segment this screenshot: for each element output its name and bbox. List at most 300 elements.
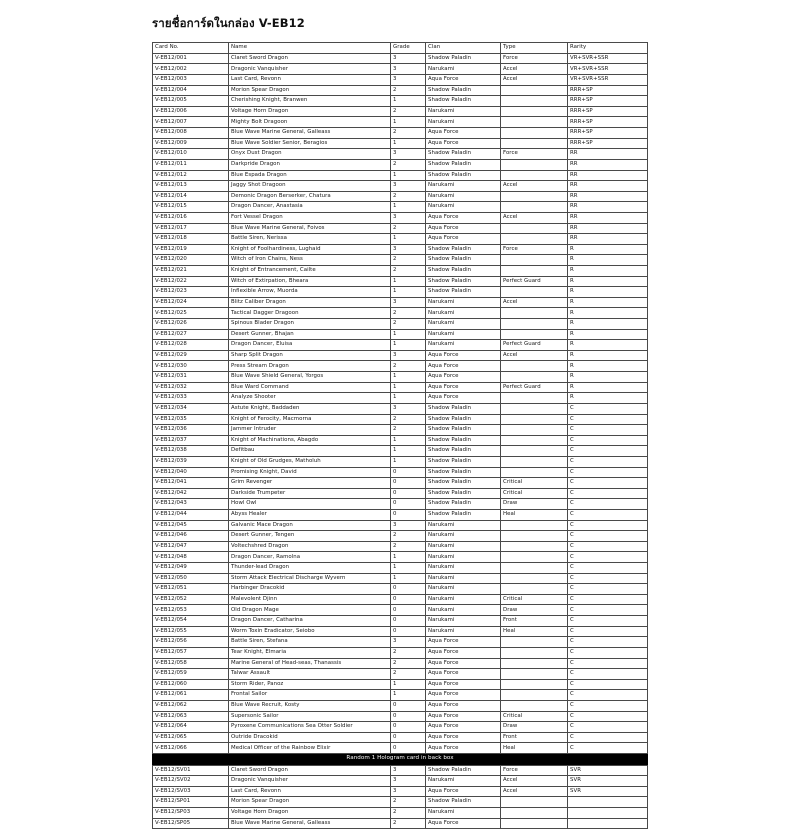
cell-rarity: RR: [568, 159, 648, 170]
table-row[interactable]: [153, 616, 648, 627]
cell-card-no: V-EB12/006: [153, 106, 229, 117]
table-row[interactable]: [153, 541, 648, 552]
cell-type: [501, 797, 568, 808]
table-row[interactable]: [153, 807, 648, 818]
table-row[interactable]: [153, 414, 648, 425]
cell-rarity: RRR+SP: [568, 106, 648, 117]
cell-type: Heal: [501, 626, 568, 637]
cell-clan: Narukami: [426, 181, 501, 192]
table-row[interactable]: [153, 202, 648, 213]
cell-clan: Narukami: [426, 329, 501, 340]
table-row[interactable]: [153, 170, 648, 181]
cell-grade: 1: [391, 234, 426, 245]
cell-name: Blue Wave Shield General, Yorgos: [229, 372, 391, 383]
table-row[interactable]: [153, 64, 648, 75]
cell-name: Thunder-lead Dragon: [229, 563, 391, 574]
cell-type: [501, 191, 568, 202]
cell-type: [501, 414, 568, 425]
table-row[interactable]: [153, 85, 648, 96]
table-row[interactable]: [153, 647, 648, 658]
cell-card-no: V-EB12/064: [153, 722, 229, 733]
table-row[interactable]: [153, 128, 648, 139]
cell-type: [501, 669, 568, 680]
cell-card-no: V-EB12/011: [153, 159, 229, 170]
cell-card-no: V-EB12/058: [153, 658, 229, 669]
table-row[interactable]: [153, 149, 648, 160]
cell-name: Abyss Healer: [229, 510, 391, 521]
table-row[interactable]: [153, 679, 648, 690]
cell-card-no: V-EB12/056: [153, 637, 229, 648]
cell-rarity: R: [568, 382, 648, 393]
cell-card-no: V-EB12/026: [153, 319, 229, 330]
cell-clan: Narukami: [426, 563, 501, 574]
cell-grade: 2: [391, 85, 426, 96]
table-row[interactable]: [153, 732, 648, 743]
cell-rarity: C: [568, 647, 648, 658]
cell-rarity: RR: [568, 191, 648, 202]
cell-name: Press Stream Dragon: [229, 361, 391, 372]
table-row[interactable]: [153, 329, 648, 340]
cell-name: Last Card, Revonn: [229, 786, 391, 797]
cell-card-no: V-EB12/004: [153, 85, 229, 96]
cell-clan: Narukami: [426, 776, 501, 787]
cell-card-no: V-EB12/062: [153, 700, 229, 711]
cell-card-no: V-EB12/053: [153, 605, 229, 616]
cell-card-no: V-EB12/027: [153, 329, 229, 340]
cell-name: Worm Toxin Eradicator, Seiobo: [229, 626, 391, 637]
cell-card-no: V-EB12/017: [153, 223, 229, 234]
cell-name: Voltage Horn Dragon: [229, 106, 391, 117]
cell-grade: 2: [391, 425, 426, 436]
cell-rarity: RR: [568, 223, 648, 234]
cell-rarity: R: [568, 329, 648, 340]
cell-name: Darkside Trumpeter: [229, 488, 391, 499]
cell-card-no: V-EB12/041: [153, 478, 229, 489]
table-row[interactable]: [153, 244, 648, 255]
cell-type: Force: [501, 53, 568, 64]
table-row[interactable]: [153, 690, 648, 701]
cell-clan: Shadow Paladin: [426, 53, 501, 64]
cell-name: Morion Spear Dragon: [229, 85, 391, 96]
table-row[interactable]: [153, 743, 648, 754]
table-row[interactable]: [153, 711, 648, 722]
cell-name: Galvanic Mace Dragon: [229, 520, 391, 531]
cell-rarity: RR: [568, 212, 648, 223]
cell-card-no: V-EB12/040: [153, 467, 229, 478]
cell-grade: 1: [391, 679, 426, 690]
table-row[interactable]: [153, 776, 648, 787]
cell-grade: 0: [391, 605, 426, 616]
table-row[interactable]: [153, 700, 648, 711]
table-row[interactable]: [153, 96, 648, 107]
cell-name: Mighty Bolt Dragoon: [229, 117, 391, 128]
cell-card-no: V-EB12/065: [153, 732, 229, 743]
cell-grade: 1: [391, 690, 426, 701]
column-header-rarity: Rarity: [568, 43, 648, 54]
cell-clan: Aqua Force: [426, 743, 501, 754]
cell-clan: Shadow Paladin: [426, 467, 501, 478]
cell-rarity: R: [568, 319, 648, 330]
cell-type: Perfect Guard: [501, 382, 568, 393]
cell-clan: Shadow Paladin: [426, 765, 501, 776]
table-row[interactable]: [153, 106, 648, 117]
cell-clan: Aqua Force: [426, 786, 501, 797]
column-header-card-no: Card No.: [153, 43, 229, 54]
cell-rarity: C: [568, 605, 648, 616]
cell-grade: 2: [391, 414, 426, 425]
table-row[interactable]: [153, 658, 648, 669]
cell-rarity: C: [568, 732, 648, 743]
table-row[interactable]: [153, 478, 648, 489]
cell-rarity: SVR: [568, 776, 648, 787]
table-row[interactable]: [153, 531, 648, 542]
cell-rarity: C: [568, 456, 648, 467]
cell-type: Accel: [501, 75, 568, 86]
cell-clan: Narukami: [426, 552, 501, 563]
table-row[interactable]: [153, 626, 648, 637]
cell-rarity: RR: [568, 202, 648, 213]
table-row[interactable]: [153, 456, 648, 467]
cell-type: [501, 563, 568, 574]
cell-clan: Narukami: [426, 573, 501, 584]
cell-card-no: V-EB12/SV03: [153, 786, 229, 797]
table-row[interactable]: [153, 488, 648, 499]
cell-grade: 2: [391, 265, 426, 276]
table-row[interactable]: [153, 212, 648, 223]
table-row[interactable]: [153, 435, 648, 446]
cell-clan: Shadow Paladin: [426, 170, 501, 181]
cell-rarity: C: [568, 679, 648, 690]
column-header-name: Name: [229, 43, 391, 54]
table-row[interactable]: [153, 563, 648, 574]
cell-name: Sharp Split Dragon: [229, 350, 391, 361]
cell-rarity: C: [568, 425, 648, 436]
cell-grade: 2: [391, 255, 426, 266]
cell-type: [501, 690, 568, 701]
cell-type: Front: [501, 616, 568, 627]
table-row[interactable]: [153, 234, 648, 245]
table-row[interactable]: [153, 372, 648, 383]
table-row[interactable]: [153, 499, 648, 510]
column-header-type: Type: [501, 43, 568, 54]
table-row[interactable]: [153, 573, 648, 584]
cell-type: Force: [501, 244, 568, 255]
cell-clan: Narukami: [426, 584, 501, 595]
table-row[interactable]: [153, 297, 648, 308]
table-row[interactable]: [153, 361, 648, 372]
cell-rarity: RRR+SP: [568, 128, 648, 139]
table-row[interactable]: [153, 510, 648, 521]
cell-clan: Shadow Paladin: [426, 276, 501, 287]
cell-rarity: R: [568, 308, 648, 319]
cell-card-no: V-EB12/016: [153, 212, 229, 223]
column-header-clan: Clan: [426, 43, 501, 54]
cell-rarity: C: [568, 403, 648, 414]
cell-name: Fort Vessel Dragon: [229, 212, 391, 223]
cell-name: Frontal Sailor: [229, 690, 391, 701]
cell-card-no: V-EB12/020: [153, 255, 229, 266]
cell-type: [501, 329, 568, 340]
table-row[interactable]: [153, 75, 648, 86]
table-row[interactable]: [153, 265, 648, 276]
table-row[interactable]: [153, 223, 648, 234]
cell-type: [501, 85, 568, 96]
cell-rarity: SVR: [568, 765, 648, 776]
cell-card-no: V-EB12/034: [153, 403, 229, 414]
cell-card-no: V-EB12/042: [153, 488, 229, 499]
table-row[interactable]: [153, 382, 648, 393]
cell-name: Astute Knight, Baddaden: [229, 403, 391, 414]
cell-name: Medical Officer of the Rainbow Elixir: [229, 743, 391, 754]
cell-card-no: V-EB12/037: [153, 435, 229, 446]
cell-type: [501, 446, 568, 457]
cell-card-no: V-EB12/019: [153, 244, 229, 255]
cell-name: Marine General of Head-seas, Thanassis: [229, 658, 391, 669]
cell-name: Desert Gunner, Bhajan: [229, 329, 391, 340]
cell-name: Analyze Shooter: [229, 393, 391, 404]
table-row[interactable]: [153, 53, 648, 64]
cell-grade: 2: [391, 159, 426, 170]
table-row[interactable]: [153, 425, 648, 436]
cell-name: Harbinger Dracokid: [229, 584, 391, 595]
cell-card-no: V-EB12/SV01: [153, 765, 229, 776]
cell-grade: 3: [391, 75, 426, 86]
table-row[interactable]: [153, 605, 648, 616]
cell-type: Heal: [501, 743, 568, 754]
cell-rarity: C: [568, 616, 648, 627]
cell-card-no: V-EB12/050: [153, 573, 229, 584]
cell-clan: Shadow Paladin: [426, 435, 501, 446]
cell-clan: Narukami: [426, 308, 501, 319]
table-row[interactable]: [153, 594, 648, 605]
table-row[interactable]: [153, 786, 648, 797]
cell-clan: Narukami: [426, 520, 501, 531]
cell-card-no: V-EB12/039: [153, 456, 229, 467]
cell-type: Heal: [501, 510, 568, 521]
cell-clan: Aqua Force: [426, 75, 501, 86]
cell-grade: 3: [391, 244, 426, 255]
table-row[interactable]: [153, 308, 648, 319]
cell-grade: 1: [391, 382, 426, 393]
cell-type: [501, 403, 568, 414]
table-row[interactable]: [153, 255, 648, 266]
cell-name: Blue Espada Dragon: [229, 170, 391, 181]
cell-type: [501, 807, 568, 818]
cell-clan: Narukami: [426, 191, 501, 202]
cell-rarity: C: [568, 669, 648, 680]
cell-name: Jaggy Shot Dragoon: [229, 181, 391, 192]
cell-type: [501, 647, 568, 658]
cell-clan: Aqua Force: [426, 679, 501, 690]
cell-grade: 2: [391, 658, 426, 669]
table-row[interactable]: [153, 765, 648, 776]
cell-type: [501, 265, 568, 276]
cell-type: Accel: [501, 350, 568, 361]
cell-type: [501, 234, 568, 245]
cell-grade: 2: [391, 106, 426, 117]
cell-card-no: V-EB12/052: [153, 594, 229, 605]
cell-type: [501, 541, 568, 552]
cell-type: [501, 128, 568, 139]
cell-type: Front: [501, 732, 568, 743]
cell-clan: Shadow Paladin: [426, 403, 501, 414]
cell-rarity: C: [568, 584, 648, 595]
table-row[interactable]: [153, 181, 648, 192]
cell-clan: Narukami: [426, 319, 501, 330]
cell-grade: 1: [391, 435, 426, 446]
table-row[interactable]: [153, 446, 648, 457]
table-row[interactable]: [153, 467, 648, 478]
cell-clan: Shadow Paladin: [426, 255, 501, 266]
table-row[interactable]: [153, 138, 648, 149]
cell-rarity: R: [568, 265, 648, 276]
table-row[interactable]: [153, 350, 648, 361]
cell-rarity: C: [568, 541, 648, 552]
cell-clan: Narukami: [426, 605, 501, 616]
cell-name: Dragon Dancer, Ramolna: [229, 552, 391, 563]
table-header: [153, 43, 648, 54]
cell-card-no: V-EB12/021: [153, 265, 229, 276]
cell-clan: Aqua Force: [426, 637, 501, 648]
cell-clan: Aqua Force: [426, 647, 501, 658]
cell-type: [501, 531, 568, 542]
card-list-table-container: [152, 42, 647, 829]
cell-grade: 1: [391, 573, 426, 584]
table-row[interactable]: [153, 159, 648, 170]
cell-rarity: RRR+SP: [568, 85, 648, 96]
cell-rarity: R: [568, 361, 648, 372]
cell-clan: Narukami: [426, 616, 501, 627]
table-row[interactable]: [153, 403, 648, 414]
cell-grade: 1: [391, 96, 426, 107]
cell-rarity: C: [568, 626, 648, 637]
table-body: [153, 53, 648, 828]
cell-name: Howl Owl: [229, 499, 391, 510]
cell-rarity: C: [568, 446, 648, 457]
table-row[interactable]: [153, 287, 648, 298]
cell-card-no: V-EB12/014: [153, 191, 229, 202]
cell-card-no: V-EB12/SP05: [153, 818, 229, 829]
table-row[interactable]: [153, 818, 648, 829]
cell-name: Knight of Ferocity, Macmorna: [229, 414, 391, 425]
table-row[interactable]: [153, 319, 648, 330]
cell-type: Accel: [501, 297, 568, 308]
cell-rarity: VR+SVR+SSR: [568, 53, 648, 64]
cell-name: Dragon Dancer, Anastasia: [229, 202, 391, 213]
table-row[interactable]: [153, 669, 648, 680]
cell-grade: 2: [391, 797, 426, 808]
cell-clan: Narukami: [426, 807, 501, 818]
cell-type: [501, 308, 568, 319]
cell-clan: Narukami: [426, 202, 501, 213]
cell-type: [501, 658, 568, 669]
table-row[interactable]: [153, 520, 648, 531]
cell-rarity: RR: [568, 149, 648, 160]
cell-type: Draw: [501, 605, 568, 616]
cell-grade: 2: [391, 541, 426, 552]
table-row[interactable]: [153, 797, 648, 808]
cell-clan: Shadow Paladin: [426, 96, 501, 107]
cell-card-no: V-EB12/031: [153, 372, 229, 383]
table-row[interactable]: [153, 722, 648, 733]
cell-type: [501, 287, 568, 298]
cell-rarity: C: [568, 467, 648, 478]
cell-clan: Narukami: [426, 594, 501, 605]
table-row[interactable]: [153, 393, 648, 404]
cell-clan: Aqua Force: [426, 722, 501, 733]
cell-clan: Aqua Force: [426, 711, 501, 722]
cell-type: [501, 467, 568, 478]
cell-name: Blue Ward Command: [229, 382, 391, 393]
cell-card-no: V-EB12/009: [153, 138, 229, 149]
cell-grade: 2: [391, 807, 426, 818]
cell-type: [501, 361, 568, 372]
cell-grade: 0: [391, 499, 426, 510]
cell-clan: Narukami: [426, 106, 501, 117]
cell-grade: 3: [391, 765, 426, 776]
cell-clan: Aqua Force: [426, 669, 501, 680]
table-row[interactable]: [153, 637, 648, 648]
cell-clan: Aqua Force: [426, 382, 501, 393]
cell-grade: 2: [391, 531, 426, 542]
cell-clan: Aqua Force: [426, 732, 501, 743]
cell-name: Blue Wave Recruit, Kosty: [229, 700, 391, 711]
cell-type: [501, 679, 568, 690]
cell-type: Force: [501, 765, 568, 776]
cell-card-no: V-EB12/061: [153, 690, 229, 701]
table-row[interactable]: [153, 191, 648, 202]
cell-card-no: V-EB12/003: [153, 75, 229, 86]
cell-grade: 0: [391, 700, 426, 711]
cell-type: [501, 573, 568, 584]
cell-clan: Narukami: [426, 117, 501, 128]
cell-card-no: V-EB12/049: [153, 563, 229, 574]
cell-name: Pyroxene Communications Sea Otter Soldier: [229, 722, 391, 733]
table-row[interactable]: [153, 584, 648, 595]
cell-grade: 1: [391, 340, 426, 351]
cell-card-no: V-EB12/024: [153, 297, 229, 308]
table-row[interactable]: [153, 552, 648, 563]
cell-clan: Aqua Force: [426, 350, 501, 361]
cell-grade: 1: [391, 393, 426, 404]
cell-rarity: C: [568, 594, 648, 605]
cell-card-no: V-EB12/066: [153, 743, 229, 754]
cell-rarity: C: [568, 488, 648, 499]
cell-name: Battle Siren, Nerissa: [229, 234, 391, 245]
cell-type: [501, 170, 568, 181]
cell-grade: 1: [391, 563, 426, 574]
cell-grade: 1: [391, 552, 426, 563]
cell-name: Outride Dracokid: [229, 732, 391, 743]
table-row[interactable]: [153, 340, 648, 351]
table-row[interactable]: [153, 117, 648, 128]
cell-rarity: C: [568, 510, 648, 521]
cell-name: Knight of Entrancement, Cailte: [229, 265, 391, 276]
table-row[interactable]: [153, 276, 648, 287]
cell-clan: Shadow Paladin: [426, 797, 501, 808]
cell-rarity: [568, 818, 648, 829]
cell-card-no: V-EB12/036: [153, 425, 229, 436]
cell-type: [501, 425, 568, 436]
cell-name: Promising Knight, David: [229, 467, 391, 478]
cell-rarity: RR: [568, 234, 648, 245]
cell-rarity: C: [568, 690, 648, 701]
cell-grade: 1: [391, 287, 426, 298]
cell-type: [501, 700, 568, 711]
cell-name: Claret Sword Dragon: [229, 53, 391, 64]
cell-name: Witch of Iron Chains, Ness: [229, 255, 391, 266]
cell-card-no: V-EB12/057: [153, 647, 229, 658]
